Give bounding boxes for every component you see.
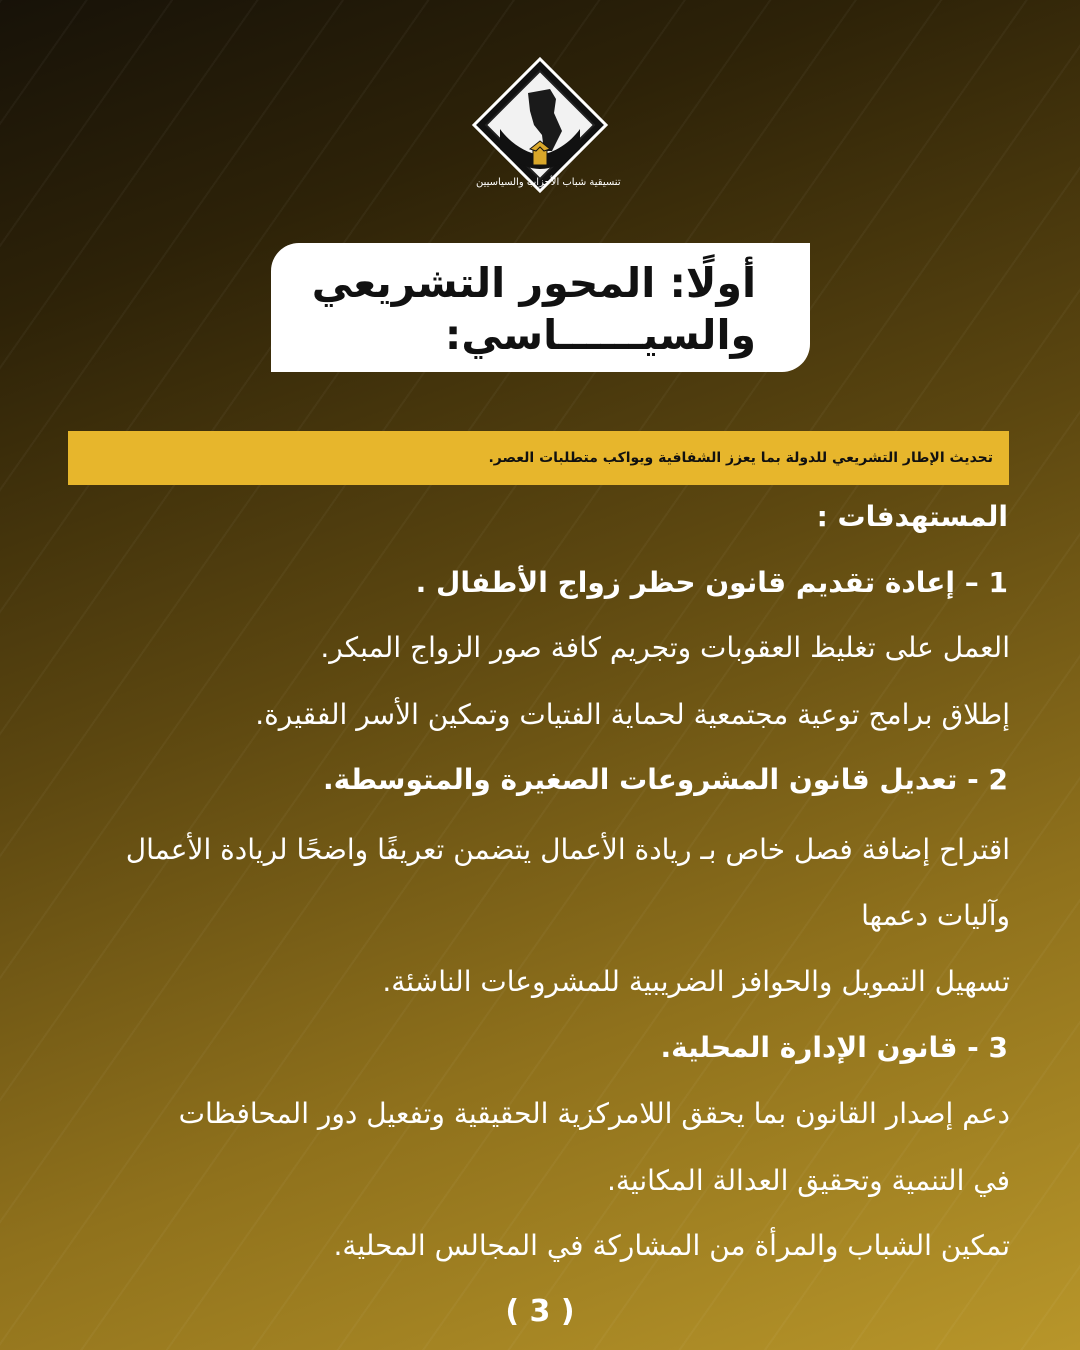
logo-caption: تنسيقية شباب الأحزاب والسياسيين — [476, 177, 621, 188]
item-1-point-1: العمل على تغليظ العقوبات وتجريم كافة صور الزواج المبكر. — [320, 631, 1010, 664]
item-3-point-1: دعم إصدار القانون بما يحقق اللامركزية الحقيقية وتفعيل دور المحافظات — [178, 1097, 1010, 1130]
page-number: ( 3 ) — [505, 1294, 575, 1329]
title-line-2: والسيــــــاسي: — [444, 311, 756, 359]
item-1-point-2: إطلاق برامج توعية مجتمعية لحماية الفتيات وتمكين الأسر الفقيرة. — [255, 698, 1010, 731]
item-1-heading: 1 – إعادة تقديم قانون حظر زواج الأطفال . — [415, 566, 1008, 599]
item-2-point-1: اقتراح إضافة فصل خاص بـ ريادة الأعمال يتضمن تعريفًا واضحًا لريادة الأعمال — [125, 833, 1010, 866]
title-line-1: أولًا: المحور التشريعي — [311, 259, 756, 307]
item-2-heading: 2 - تعديل قانون المشروعات الصغيرة والمتوسطة. — [323, 763, 1008, 796]
targets-label: المستهدفات : — [816, 500, 1008, 533]
item-2-point-2: وآليات دعمها — [861, 899, 1010, 932]
item-2-point-3: تسهيل التمويل والحوافز الضريبية للمشروعات الناشئة. — [382, 965, 1010, 998]
highlight-banner: تحديث الإطار التشريعي للدولة بما يعزز الشفافية ويواكب متطلبات العصر. — [68, 431, 1009, 485]
section-title — [271, 243, 810, 372]
item-3-point-3: تمكين الشباب والمرأة من المشاركة في المجالس المحلية. — [333, 1229, 1010, 1262]
item-3-heading: 3 - قانون الإدارة المحلية. — [660, 1031, 1008, 1064]
item-3-point-2: في التنمية وتحقيق العدالة المكانية. — [606, 1164, 1010, 1197]
